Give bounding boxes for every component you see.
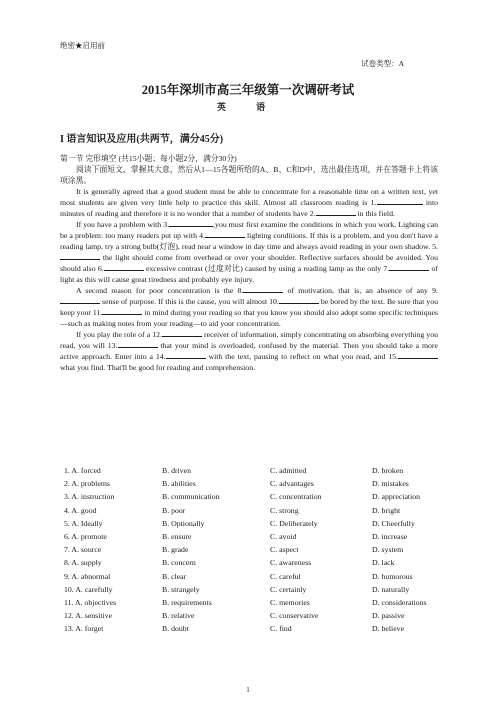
option-row — [64, 583, 452, 596]
option-c: C. admitted — [270, 466, 307, 475]
option-c: C. memories — [270, 598, 310, 608]
option-b: B. grade — [162, 545, 189, 555]
text-run: It is generally agreed that a good student must be able to concentrate for a reasonable time on a written text, yet most students are given very little help to practice this skill. Almost all classroom reading is 1. — [60, 187, 438, 207]
answer-blank — [389, 263, 429, 271]
answer-blank — [377, 197, 423, 205]
option-c: C. advantages — [270, 479, 314, 489]
option-d: D. passive — [372, 611, 405, 621]
text-run: receiver of information, simply concentrating on absorbing everything you read, you will 13. — [60, 330, 438, 350]
section-heading: I 语言知识及应用(共两节，满分45分) — [60, 134, 224, 145]
option-row — [64, 464, 452, 477]
option-c: C. Deliberately — [270, 518, 318, 528]
option-b: B. concern — [162, 558, 196, 568]
answer-blank — [243, 285, 283, 293]
option-a: 3. A. instruction — [64, 492, 115, 502]
option-a: 12. A. sensitive — [64, 611, 113, 621]
option-d: D. lack — [372, 558, 395, 568]
option-c: C. avoid — [270, 532, 297, 542]
option-c: C. awareness — [270, 558, 312, 568]
answer-blank — [60, 296, 100, 304]
option-a: 6. A. promote — [64, 532, 107, 542]
option-b: B. clear — [162, 571, 187, 581]
option-row — [64, 622, 452, 635]
option-row — [64, 596, 452, 609]
option-row — [64, 556, 452, 569]
option-row — [64, 517, 452, 530]
option-c: C. certainly — [270, 584, 307, 594]
answer-blank — [60, 252, 100, 260]
option-b: B. doubt — [162, 624, 189, 634]
text-run: with the text, pausing to reflect on what you read, and 15. — [208, 352, 398, 361]
option-d: D. Cheerfully — [372, 518, 415, 528]
paragraph-1 — [60, 186, 438, 219]
option-row — [64, 570, 452, 583]
answer-blank — [166, 351, 206, 359]
option-row — [64, 477, 452, 490]
option-d: D. humorous — [372, 571, 413, 581]
option-c: C. careful — [270, 571, 301, 581]
option-d: D. appreciation — [372, 492, 421, 502]
text-run: sense of purpose. If this is the cause, you will almost 10. — [102, 297, 279, 306]
answer-blank — [104, 263, 144, 271]
option-d: D. considerations — [372, 598, 427, 608]
text-run: in mind during your reading so that you know you should also adopt some specific techniques—such as making notes from your reading—to aid your concentration. — [60, 308, 439, 328]
option-b: B. requirements — [162, 598, 212, 608]
option-a: 1. A. forced — [64, 466, 101, 475]
option-c: C. conservative — [270, 611, 319, 621]
option-row — [64, 504, 452, 517]
answer-blank — [169, 219, 213, 227]
option-b: B. abilities — [162, 479, 196, 489]
text-run: excessive contrast (过度对比) caused by using a reading lamp as the only 7. — [145, 264, 390, 273]
exam-title: 2015年深圳市高三年级第一次调研考试 — [141, 83, 355, 97]
text-run: what you find. That'll be good for reading and comprehension. — [60, 363, 256, 372]
option-a: 8. A. supply — [64, 558, 102, 568]
text-run: in this field. — [357, 209, 395, 218]
text-run: ,you must first examine the conditions in which you work. Lighting can be a problem: too many readers put up with 4. — [60, 220, 438, 240]
option-d: D. increase — [372, 532, 408, 542]
option-b: B. relative — [162, 611, 195, 621]
option-b: B. ensure — [162, 532, 192, 542]
option-b: B. Optionally — [162, 518, 205, 528]
options-table — [64, 464, 452, 636]
option-a: 10. A. carefully — [64, 584, 113, 594]
paper-type: 试卷类型：A — [361, 59, 404, 68]
option-row — [64, 543, 452, 556]
paragraph-3 — [60, 285, 438, 329]
option-row — [64, 490, 452, 503]
option-b: B. communication — [162, 492, 220, 502]
option-d: D. broken — [372, 466, 404, 475]
option-c: C. strong — [270, 505, 299, 515]
text-run: If you play the role of a 12. — [76, 330, 162, 339]
option-b: B. poor — [162, 505, 186, 515]
text-run: into minutes of reading and therefore it is no wonder that a number of students have 2. — [60, 198, 439, 218]
option-a: 13. A. forget — [64, 624, 104, 634]
text-run: A second reason for poor concentration is the 8. — [76, 286, 244, 295]
option-a: 7. A. source — [64, 545, 102, 555]
option-a: 11. A. objectives — [64, 598, 117, 608]
passage — [60, 153, 438, 373]
text-run: lighting conditions. If this is a problem, and you don't have a reading lamp, try a strong bulb(灯泡), read near a window in day time and always avoid reading in your own shadow. 5. — [60, 231, 438, 251]
option-a: 9. A. abnormal — [64, 571, 111, 581]
answer-blank — [162, 329, 202, 337]
instruction: 阅读下面短文，掌握其大意，然后从1—15各题所给的A、B、C和D中，选出最佳选项，并在答题卡上将该项涂黑。 — [60, 165, 438, 185]
option-row — [64, 609, 452, 622]
answer-blank — [398, 351, 438, 359]
option-d: D. believe — [372, 624, 405, 634]
answer-blank — [102, 307, 142, 315]
option-d: D. bright — [372, 505, 401, 515]
paragraph-4 — [60, 329, 438, 373]
page-number: 1 — [246, 686, 250, 694]
option-a: 2. A. problems — [64, 479, 110, 489]
answer-blank — [279, 296, 319, 304]
paragraph-2 — [60, 219, 438, 285]
part-label: 第一节 完形填空 (共15小题；每小题2分，满分30分) — [60, 154, 237, 163]
text-run: of light as this will cause great tiredness and probably eye injury. — [60, 264, 438, 284]
option-d: D. system — [372, 545, 404, 555]
option-d: D. mistakes — [372, 479, 409, 489]
option-c: C. concentration — [270, 492, 322, 502]
confidential-mark: 绝密★启用前 — [60, 41, 105, 50]
text-run: that your mind is overloaded, confused by the material. Then you should take a more active approach. Enter into a 14. — [60, 341, 438, 361]
option-a: 5. A. Ideally — [64, 518, 103, 528]
exam-subject: 英 语 — [216, 102, 280, 112]
text-run: the light should come from overhead or over your shoulder. Reflective surfaces should be avoided. You should also 6. — [60, 253, 439, 273]
text-run: be bored by the text. Be sure that you keep your 11. — [60, 297, 438, 317]
option-c: C. find — [270, 624, 292, 634]
answer-blank — [118, 340, 158, 348]
option-b: B. strangely — [162, 584, 200, 594]
answer-blank — [205, 230, 245, 238]
option-d: D. naturally — [372, 584, 410, 594]
option-row — [64, 530, 452, 543]
text-run: of motivation, that is, an absence of any 9. — [287, 286, 438, 295]
text-run: If you have a problem with 3. — [76, 220, 170, 229]
answer-blank — [316, 208, 356, 216]
option-a: 4. A. good — [64, 505, 97, 515]
option-b: B. driven — [162, 466, 192, 475]
option-c: C. aspect — [270, 545, 299, 555]
